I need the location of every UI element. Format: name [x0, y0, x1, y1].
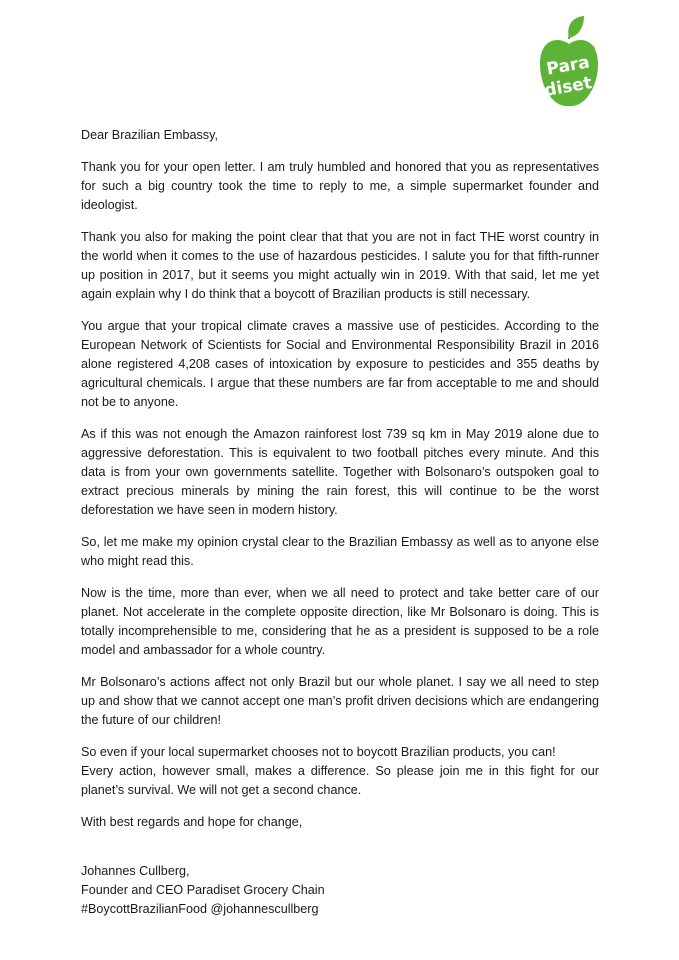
letter-body — [81, 126, 599, 932]
paragraph-opinion: So, let me make my opinion crystal clear to the Brazilian Embassy as well as to anyone else who might read this. — [81, 535, 599, 568]
paragraph-pesticides-ranking: Thank you also for making the point clear that that you are not in fact THE worst country in the world when it comes to the use of hazardous pesticides. I salute you for that fifth-runner up position in 2017, but it seems you might actually win in 2019. With that said, let me yet again explain why I do think that a boycott of Brazilian products is still necessary. — [81, 230, 599, 301]
paragraph-you-can: So even if your local supermarket chooses not to boycott Brazilian products, you can! — [81, 745, 556, 759]
salutation: Dear Brazilian Embassy, — [81, 128, 218, 142]
paragraph-thanks: Thank you for your open letter. I am truly humbled and honored that you as representatives for such a big country took the time to reply to me, a simple supermarket founder and ideologist. — [81, 160, 599, 212]
paragraph-deforestation: As if this was not enough the Amazon rainforest lost 739 sq km in May 2019 alone due to aggressive deforestation. This is equivalent to two football pitches every minute. And this data is from your own governments satellite. Together with Bolsonaro’s outspoken goal to extract precious minerals by mining the rain forest, this will continue to be the worst deforestation we have seen in modern history. — [81, 427, 599, 517]
signature-tags: #BoycottBrazilianFood @johannescullberg — [81, 902, 319, 916]
registered-mark: ® — [590, 45, 596, 52]
apple-logo-icon — [536, 8, 602, 114]
signature-title: Founder and CEO Paradiset Grocery Chain — [81, 883, 325, 897]
paragraph-protect-planet: Now is the time, more than ever, when we all need to protect and take better care of our planet. Not accelerate in the complete opposite direction, like Mr Bolsonaro is doing. This is totally incomprehensible to me, considering that he as a president is supposed to be a role model and ambassador for a whole country. — [81, 586, 599, 657]
signature-name: Johannes Cullberg, — [81, 864, 190, 878]
logo-wordmark-line1: Para — [545, 52, 592, 80]
paragraph-bolsonaro-actions: Mr Bolsonaro’s actions affect not only Brazil but our whole planet. I say we all need to step up and show that we cannot accept one man’s profit driven decisions which are endangering the future of our children! — [81, 675, 599, 727]
paragraph-intoxication-stats: You argue that your tropical climate craves a massive use of pesticides. According to the European Network of Scientists for Social and Environmental Responsibility Brazil in 2016 alone registered 4,208 cases of intoxication by exposure to pesticides and 355 deaths by agricultural chemicals. I argue that these numbers are far from acceptable to me and should not be to anyone. — [81, 319, 599, 409]
logo-wordmark-line2: diset — [542, 73, 594, 102]
paradiset-logo — [536, 8, 602, 114]
closing: With best regards and hope for change, — [81, 815, 303, 829]
paragraph-join-fight: Every action, however small, makes a difference. So please join me in this fight for our planet’s survival. We will not get a second chance. — [81, 764, 599, 797]
signature-block — [81, 862, 599, 919]
